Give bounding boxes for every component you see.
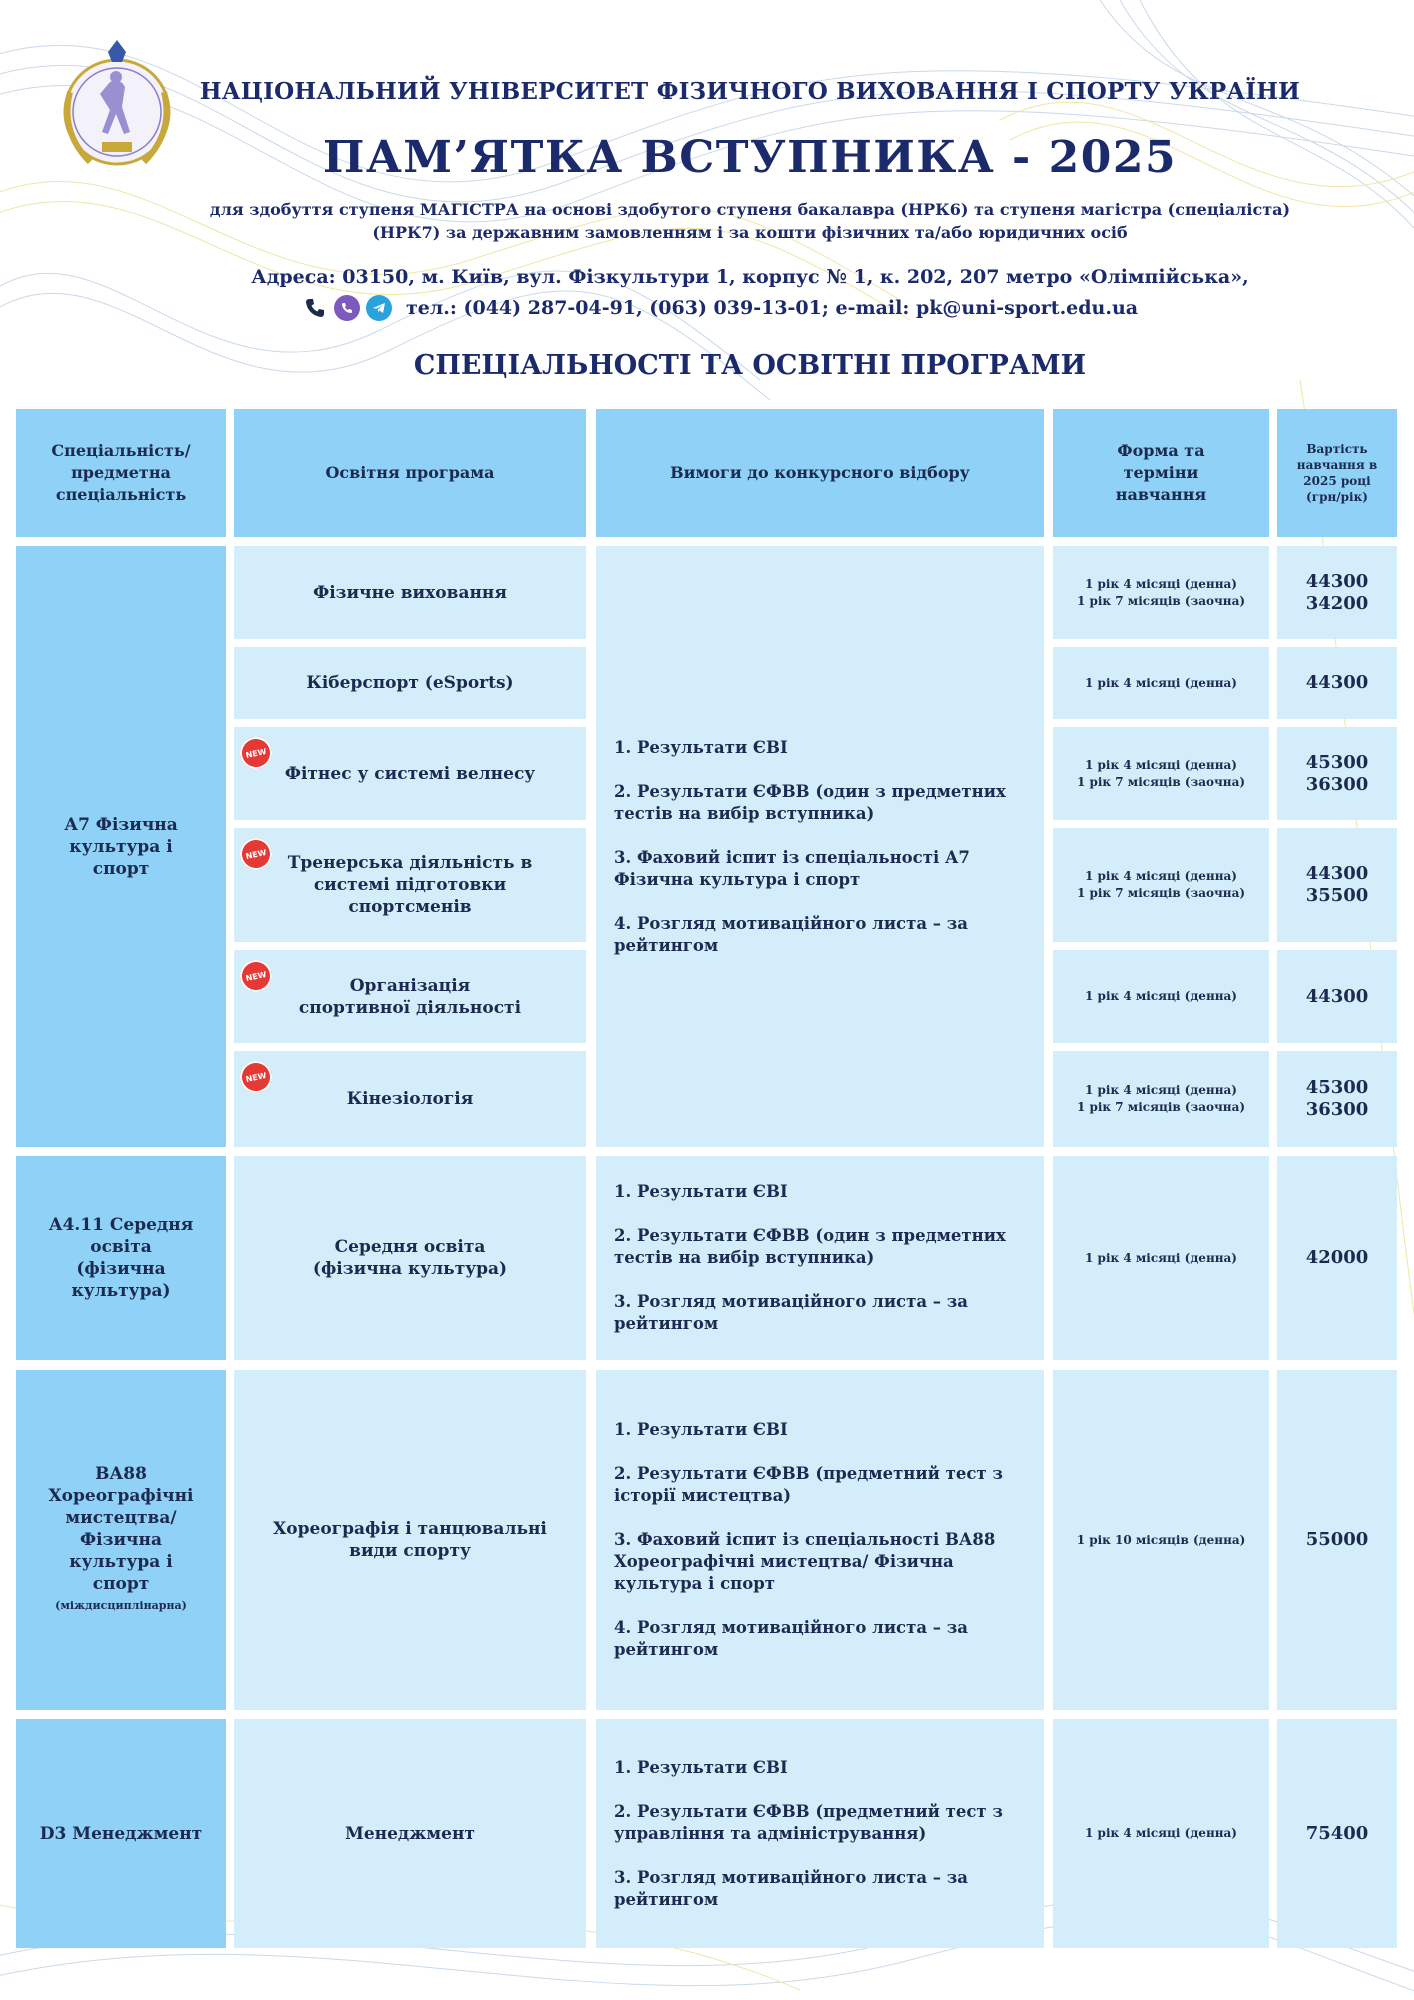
form-line: 1 рік 4 місяці (денна) bbox=[1085, 1083, 1237, 1097]
specialty-a4-11: А4.11 Середня освіта (фізична культура) bbox=[16, 1156, 226, 1360]
subtitle-line-1: для здобуття ступеня МАГІСТРА на основі здобутого ступеня бакалавра (НРК6) та ступеня магістра (спеціаліста) bbox=[209, 200, 1291, 219]
program-management: Менеджмент bbox=[234, 1719, 586, 1948]
requirement-item: 3. Фаховий іспит із спеціальності А7 Фізична культура і спорт bbox=[614, 847, 970, 889]
requirement-item: 2. Результати ЄФВВ (предметний тест з управління та адміністрування) bbox=[614, 1801, 1003, 1843]
requirements-ba88 bbox=[596, 1370, 1044, 1710]
form-esports bbox=[1053, 647, 1269, 719]
form-fitness-wellness bbox=[1053, 727, 1269, 820]
cost-value: 45300 bbox=[1305, 751, 1369, 773]
specialty-a7: А7 Фізична культура і спорт bbox=[16, 546, 226, 1147]
cost-value: 44300 bbox=[1305, 570, 1369, 592]
cost-value: 34200 bbox=[1305, 592, 1369, 614]
requirements-a4-11 bbox=[596, 1156, 1044, 1360]
cost-value: 36300 bbox=[1305, 773, 1369, 795]
cost-value: 36300 bbox=[1305, 1099, 1369, 1120]
requirement-item: 2. Результати ЄФВВ (один з предметних тестів на вибір вступника) bbox=[614, 781, 1006, 823]
cost-coaching bbox=[1277, 828, 1397, 942]
form-coaching bbox=[1053, 828, 1269, 942]
requirement-item: 4. Розгляд мотиваційного листа – за рейтингом bbox=[614, 1618, 968, 1659]
form-line: 1 рік 7 місяців (заочна) bbox=[1076, 886, 1246, 900]
phone-icon[interactable] bbox=[302, 295, 328, 321]
form-line: 1 рік 4 місяці (денна) bbox=[1085, 989, 1237, 1003]
col-header-specialty: Спеціальність/ предметна спеціальність bbox=[16, 409, 226, 537]
telegram-icon[interactable] bbox=[366, 295, 392, 321]
cost-value: 45300 bbox=[1305, 1077, 1369, 1098]
form-line: 1 рік 4 місяці (денна) bbox=[1085, 675, 1237, 690]
form-choreography: 1 рік 10 місяців (денна) bbox=[1053, 1370, 1269, 1710]
new-badge: NEW bbox=[237, 734, 275, 772]
requirement-item: 1. Результати ЄВІ bbox=[614, 1420, 788, 1439]
viber-icon[interactable] bbox=[334, 295, 360, 321]
requirement-item: 3. Фаховий іспит із спеціальності ВА88 Хореографічні мистецтва/ Фізична культура і спорт bbox=[614, 1530, 996, 1593]
col-header-requirements: Вимоги до конкурсного відбору bbox=[596, 409, 1044, 537]
specialty-ba88-note: (міждисциплінарна) bbox=[55, 1599, 187, 1612]
program-choreography: Хореографія і танцювальні види спорту bbox=[234, 1370, 586, 1710]
program-sport-organization: Організація спортивної діяльності bbox=[234, 950, 586, 1043]
form-line: 1 рік 7 місяців (заочна) bbox=[1076, 593, 1246, 608]
form-line: 1 рік 4 місяці (денна) bbox=[1085, 869, 1237, 883]
program-kinesiology: Кінезіологія bbox=[234, 1051, 586, 1147]
form-line: 1 рік 7 місяців (заочна) bbox=[1076, 1100, 1246, 1114]
cost-physical-education bbox=[1277, 546, 1397, 639]
address: Адреса: 03150, м. Київ, вул. Фізкультури 1, корпус № 1, к. 202, 207 метро «Олімпійська», bbox=[251, 266, 1249, 288]
requirement-item: 2. Результати ЄФВВ (один з предметних тестів на вибір вступника) bbox=[614, 1226, 1006, 1267]
cost-choreography: 55000 bbox=[1277, 1370, 1397, 1710]
university-logo bbox=[50, 32, 184, 180]
requirements-a7 bbox=[596, 546, 1044, 1147]
program-secondary-education: Середня освіта (фізична культура) bbox=[234, 1156, 586, 1360]
cost-value: 44300 bbox=[1305, 863, 1369, 884]
requirement-item: 3. Розгляд мотиваційного листа – за рейтингом bbox=[614, 1292, 968, 1333]
cost-value: 44300 bbox=[1305, 985, 1369, 1007]
new-badge: NEW bbox=[237, 835, 275, 873]
form-physical-education bbox=[1053, 546, 1269, 639]
form-sport-organization bbox=[1053, 950, 1269, 1043]
requirement-item: 1. Результати ЄВІ bbox=[614, 737, 788, 757]
specialty-ba88-name: ВА88 Хореографічні мистецтва/ Фізична культура і спорт bbox=[48, 1464, 194, 1594]
requirement-item: 1. Результати ЄВІ bbox=[614, 1757, 788, 1777]
cost-secondary-education: 42000 bbox=[1277, 1156, 1397, 1360]
new-badge: NEW bbox=[237, 957, 275, 995]
subtitle-line-2: (НРК7) за державним замовленням і за кошти фізичних та/або юридичних осіб bbox=[372, 223, 1128, 242]
program-fitness-wellness: Фітнес у системі велнесу bbox=[234, 727, 586, 820]
cost-fitness-wellness bbox=[1277, 727, 1397, 820]
program-esports: Кіберспорт (eSports) bbox=[234, 647, 586, 719]
specialty-d3: D3 Менеджмент bbox=[16, 1719, 226, 1948]
form-line: 1 рік 4 місяці (денна) bbox=[1085, 576, 1237, 591]
page-title: ПАМ’ЯТКА ВСТУПНИКА - 2025 bbox=[322, 132, 1178, 183]
university-name: НАЦІОНАЛЬНИЙ УНІВЕРСИТЕТ ФІЗИЧНОГО ВИХОВАННЯ І СПОРТУ УКРАЇНИ bbox=[199, 78, 1301, 105]
specialty-ba88 bbox=[16, 1370, 226, 1710]
requirements-d3 bbox=[596, 1719, 1044, 1948]
col-header-program: Освітня програма bbox=[234, 409, 586, 537]
col-header-cost: Вартість навчання в 2025 році (грн/рік) bbox=[1277, 409, 1397, 537]
subtitle bbox=[200, 198, 1300, 244]
contacts-row bbox=[302, 294, 1138, 322]
cost-kinesiology bbox=[1277, 1051, 1397, 1147]
col-header-form: Форма та терміни навчання bbox=[1053, 409, 1269, 537]
cost-management: 75400 bbox=[1277, 1719, 1397, 1948]
cost-esports bbox=[1277, 647, 1397, 719]
program-coaching: Тренерська діяльність в системі підготовки спортсменів bbox=[234, 828, 586, 942]
cost-sport-organization bbox=[1277, 950, 1397, 1043]
form-line: 1 рік 4 місяці (денна) bbox=[1085, 757, 1237, 772]
new-badge: NEW bbox=[237, 1058, 275, 1096]
requirement-item: 2. Результати ЄФВВ (предметний тест з історії мистецтва) bbox=[614, 1464, 1003, 1505]
form-kinesiology bbox=[1053, 1051, 1269, 1147]
program-physical-education: Фізичне виховання bbox=[234, 546, 586, 639]
cost-value: 44300 bbox=[1305, 672, 1369, 693]
contacts-text: тел.: (044) 287-04-91, (063) 039-13-01; e-mail: pk@uni-sport.edu.ua bbox=[406, 297, 1139, 319]
requirement-item: 1. Результати ЄВІ bbox=[614, 1182, 788, 1201]
cost-value: 35500 bbox=[1305, 885, 1369, 906]
form-secondary-education: 1 рік 4 місяці (денна) bbox=[1053, 1156, 1269, 1360]
form-management: 1 рік 4 місяці (денна) bbox=[1053, 1719, 1269, 1948]
form-line: 1 рік 7 місяців (заочна) bbox=[1076, 774, 1246, 789]
section-title: СПЕЦІАЛЬНОСТІ ТА ОСВІТНІ ПРОГРАМИ bbox=[413, 350, 1087, 381]
requirement-item: 4. Розгляд мотиваційного листа – за рейтингом bbox=[614, 913, 968, 955]
requirement-item: 3. Розгляд мотиваційного листа – за рейтингом bbox=[614, 1867, 968, 1909]
